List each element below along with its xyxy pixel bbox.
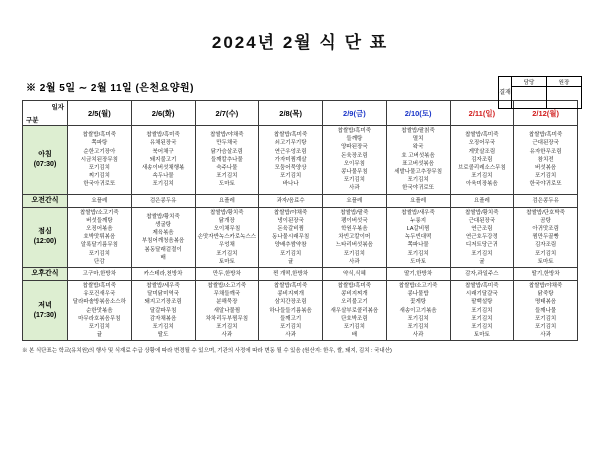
meal-plan-table (22, 100, 578, 341)
menu-cell-r3-c6: 찹쌀밥/새우죽 누룽지 LA갈비찜 녹두빈대떡 쪽파나물 포기김치 도마토 (386, 207, 450, 267)
menu-cell-r1-c3: 찹쌀밥/야채죽 만두채국 닭가슴살조림 들깨칼추나물 숙주나물 포기김치 도마토 (195, 126, 259, 195)
menu-cell-r3-c4: 찹쌀밥/야채죽 냉이된장국 돈육갈비찜 동나물시래무침 양배추쌈약참 포기김치 귤 (259, 207, 323, 267)
menu-document (0, 28, 600, 452)
menu-cell-r5-c5: 찹쌀밥/흑미죽 콩비지찌개 오리불고기 새우살부로콜리볶음 단호박조림 포기김치 배 (323, 281, 387, 341)
meal-label-5: 저녁 (17:30) (23, 281, 68, 341)
corner-header (23, 101, 68, 126)
menu-cell-r3-c5: 찹쌀밥/팥죽 팽이버섯국 학원우볶음 차빈고칼이머 느타리버섯볶음 포기김치 사과 (323, 207, 387, 267)
meal-label-2: 오전간식 (23, 194, 68, 207)
menu-cell-r3-c8: 찹쌀밥/단호박죽 곰탕 아귀맛조림 찜만두꿀빵 김자조림 포기김치 토마토 (514, 207, 578, 267)
menu-cell-r5-c1: 찹쌀밥/흑미죽 유포건새우국 달라파솔방볶음소스하 순한맛볶음 마무라호볶음무침 포기김치 귤 (68, 281, 132, 341)
day-header-4: 2/8(목) (259, 101, 323, 126)
approval-header-director: 원장 (547, 77, 582, 87)
table-row (23, 207, 578, 267)
table-row (23, 281, 578, 341)
meal-label-3: 점심 (12:00) (23, 207, 68, 267)
menu-cell-r4-c7: 감자,과일주스 (450, 268, 514, 281)
approval-header-staff: 담당 (512, 77, 547, 87)
menu-cell-r1-c8: 찹쌀밥/흑미죽 근대된장국 유자한무조림 참치전 버섯볶음 포기김치 한국야귀로또 (514, 126, 578, 195)
menu-cell-r4-c6: 딸기,한방차 (386, 268, 450, 281)
menu-cell-r4-c1: 고구마,한방차 (68, 268, 132, 281)
approval-side-label: 결재 (499, 77, 512, 109)
day-header-7: 2/11(일) (450, 101, 514, 126)
approval-box (498, 76, 582, 109)
menu-cell-r5-c6: 찹쌀밥/소고기죽 콩나물밥 꽃게탕 새송이고기볶음 포기김치 포기김치 사과 (386, 281, 450, 341)
day-header-5: 2/9(금) (323, 101, 387, 126)
page-title: 2024년 2월 식 단 표 (211, 33, 389, 52)
table-row (23, 126, 578, 195)
menu-cell-r2-c3: 요플레 (195, 194, 259, 207)
corner-day-label: 일자 (51, 104, 64, 111)
menu-cell-r2-c4: 과자/음료수 (259, 194, 323, 207)
menu-cell-r3-c7: 찹쌀밥/황치죽 근대된장국 연근조림 연근호두강정 디저트당근귀 포기김치 귤 (450, 207, 514, 267)
meal-label-1: 아침 (07:30) (23, 126, 68, 195)
day-header-8: 2/12(월) (514, 101, 578, 126)
table-row (23, 194, 578, 207)
menu-cell-r5-c3: 찹쌀밥/소고기죽 무채들깨국 분해묵장 새알나물찜 차차리두부찜무침 포기김치 사과 (195, 281, 259, 341)
menu-cell-r4-c5: 약식,식혜 (323, 268, 387, 281)
corner-meal-label: 구분 (26, 117, 39, 124)
menu-cell-r1-c2: 찹쌀밥/흑미죽 유채된장국 북어채구 돼지불고기 새송이버섯채행볶 속두나물 포기김치 (131, 126, 195, 195)
approval-cell-staff (512, 87, 547, 109)
menu-cell-r1-c5: 찹쌀밥/흑미죽 들깨탕 양파된장국 돈육장조림 오이무침 콩나물무침 포기김치 사과 (323, 126, 387, 195)
table-body (23, 126, 578, 341)
menu-cell-r3-c2: 찹쌀밥/황치죽 생굴탕 제육볶음 부침어깨청음볶음 봄동달래겉절이 배 (131, 207, 195, 267)
menu-cell-r5-c2: 찹쌀밥/세우죽 달미닭미역국 돼지고기장조림 달갈파무침 감자채볶음 포기김치 딸도 (131, 281, 195, 341)
menu-cell-r4-c8: 딸기,한방차 (514, 268, 578, 281)
menu-cell-r4-c4: 찐 개떡,한방차 (259, 268, 323, 281)
approval-cell-director (547, 87, 582, 109)
menu-cell-r5-c8: 찹쌀밥/야채죽 닭죽탕 명태볶음 들깨나물 포기김치 포기김치 사과 (514, 281, 578, 341)
menu-cell-r1-c6: 찹쌀밥/팥칡죽 멸치 왁국 호 고버섯볶음 표고버섯볶음 세발나물고추장무침 포기김치 한국야귀로또 (386, 126, 450, 195)
menu-cell-r2-c7: 요플레 (450, 194, 514, 207)
menu-cell-r2-c8: 검은콩두유 (514, 194, 578, 207)
footer-note: ※ 본 식단표는 학교(유치원)의 행사 및 식재료 수급 상황에 따라 변경될 수 있으며, 기관의 사정에 따라 변동 될 수 있음 (원산지: 한우, 쌀, 돼지, 김치 : 국내산) (22, 348, 392, 355)
menu-cell-r4-c3: 만두,한방차 (195, 268, 259, 281)
day-header-2: 2/6(화) (131, 101, 195, 126)
table-header-row (23, 101, 578, 126)
menu-cell-r1-c7: 찹쌀밥/흑미죽 오징어무국 게맛살조림 김자조림 브로콜리레소스무침 포기김치 아욱미장볶음 (450, 126, 514, 195)
day-header-6: 2/10(토) (386, 101, 450, 126)
menu-cell-r4-c2: 카스테라,천방차 (131, 268, 195, 281)
day-header-3: 2/7(수) (195, 101, 259, 126)
menu-cell-r1-c4: 찹쌀밥/흑미죽 쇠고기무기탕 연근우엉조림 가자미찜계살 모둠어묵양상 포기김치 바나나 (259, 126, 323, 195)
menu-cell-r2-c1: 요플레 (68, 194, 132, 207)
day-header-1: 2/5(월) (68, 101, 132, 126)
date-range-subtitle: ※ 2월 5일 ∼ 2월 11일 (은천요양원) (26, 83, 194, 94)
menu-cell-r3-c3: 찹쌀밥/황치죽 닭개장 오이채무침 손맛자반녹스카로녹스스 우엉채 포기김치 토마토 (195, 207, 259, 267)
menu-cell-r5-c7: 찹쌀밥/흑미죽 시래기달걀국 팥백설탕 포기김치 포기김치 포기김치 토마토 (450, 281, 514, 341)
menu-cell-r2-c6: 요플레 (386, 194, 450, 207)
table-row (23, 268, 578, 281)
menu-cell-r1-c1: 찹쌀밥/흑미죽 쪽파탕 순한고기장아 시금치된장무침 포기김치 찌기김치 한국아귀로또 (68, 126, 132, 195)
meal-label-4: 오후간식 (23, 268, 68, 281)
menu-cell-r2-c2: 검은콩두유 (131, 194, 195, 207)
menu-cell-r2-c5: 요플레 (323, 194, 387, 207)
menu-cell-r5-c4: 찹쌀밥/흑미죽 콩비지찌개 삼치간장조림 하나들들기름볶음 들깨고기 포기김치 사과 (259, 281, 323, 341)
menu-cell-r3-c1: 찹쌀밥/소고기죽 버섯들깨탕 오징어볶음 호박맛튀볶음 알록달기름무침 포기김치 단감 (68, 207, 132, 267)
